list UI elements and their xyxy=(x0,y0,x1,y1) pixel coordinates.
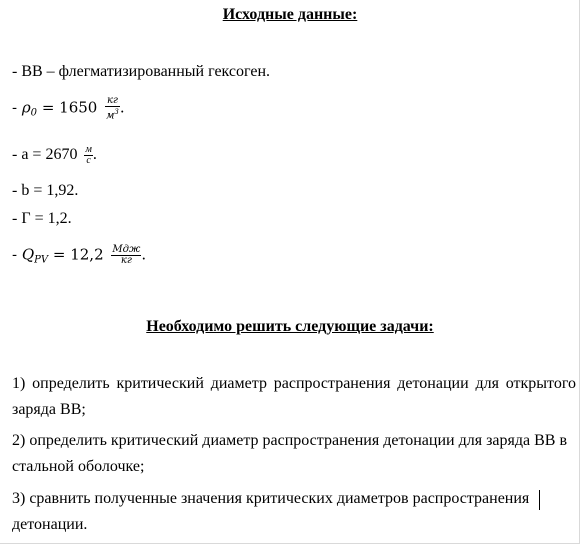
heat-unit-denominator: кг xyxy=(120,255,132,266)
density-unit-exponent: 3 xyxy=(114,108,119,116)
param-heat xyxy=(12,245,146,266)
heat-value: = 12,2 xyxy=(48,245,109,264)
density-suffix: . xyxy=(119,98,125,117)
heat-symbol: Q xyxy=(21,245,35,264)
param-a-unit-numerator: м xyxy=(85,144,92,155)
param-gamma: - Г = 1,2. xyxy=(12,210,72,227)
density-subscript: 0 xyxy=(30,107,38,119)
param-density xyxy=(12,96,125,121)
param-a-unit-fraction xyxy=(84,145,92,166)
task-3: 3) сравнить полученные значения критических диаметров распространения детонации. xyxy=(12,490,530,533)
density-value: = 1650 xyxy=(37,98,103,117)
density-unit-fraction xyxy=(105,96,120,121)
param-explosive: - ВВ – флегматизированный гексоген. xyxy=(12,63,271,80)
param-a-prefix: - a = 2670 xyxy=(12,146,82,164)
param-a xyxy=(12,145,97,166)
heat-suffix: . xyxy=(141,245,147,264)
initial-data-heading: Исходные данные: xyxy=(222,6,358,23)
heat-prefix: - xyxy=(12,245,22,264)
heat-subscript: PV xyxy=(34,254,49,266)
task-2: 2) определить критический диаметр распространения детонации для заряда ВВ в стальной оболочке; xyxy=(12,432,567,475)
heat-unit-numerator: Мдж xyxy=(112,244,141,255)
density-symbol: ρ xyxy=(21,98,31,117)
param-a-suffix: . xyxy=(92,146,97,164)
tasks-heading: Необходимо решить следующие задачи: xyxy=(146,318,434,335)
task-1: 1) определить критический диаметр распространения детонации для открытого заряда ВВ; xyxy=(12,375,576,418)
density-unit-numerator: кг xyxy=(106,95,118,106)
heat-unit-fraction xyxy=(111,245,141,266)
param-b: - b = 1,92. xyxy=(12,182,79,199)
density-unit-denominator: $м^3$ xyxy=(106,108,119,122)
param-a-unit-denominator: с xyxy=(86,155,91,166)
text-cursor xyxy=(539,490,540,510)
density-prefix: - xyxy=(12,98,22,117)
